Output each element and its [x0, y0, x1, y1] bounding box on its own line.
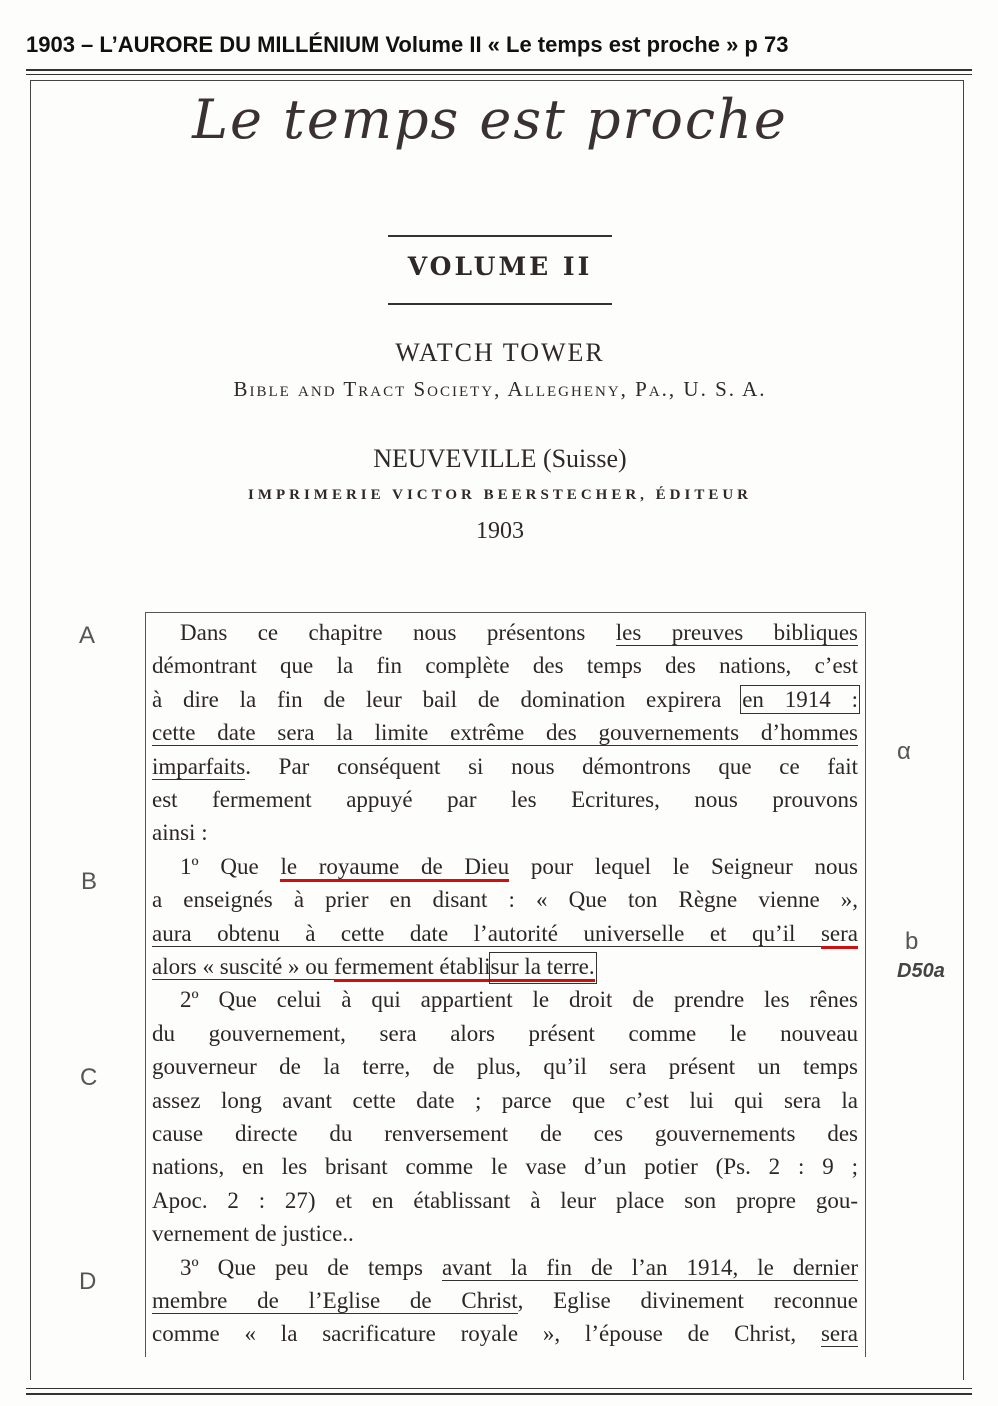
text-segment: comme « la sacrificature royale », l’épouse de Christ,	[152, 1321, 821, 1347]
footer-rule-thin	[26, 1388, 972, 1389]
text-line	[152, 653, 858, 686]
text-line	[152, 921, 858, 954]
marked-text: sera	[820, 1321, 858, 1347]
divider	[388, 303, 612, 305]
marked-text: fermement établi	[334, 954, 490, 982]
text-segment: ainsi :	[152, 820, 208, 846]
text-line	[152, 887, 858, 920]
text-segment: 2º Que celui à qui appartient le droit de prendre les rênes	[180, 987, 858, 1013]
text-line	[152, 820, 858, 853]
text-line	[152, 1088, 858, 1121]
marked-text: en 1914 :	[742, 686, 858, 712]
text-segment: assez long avant cette date ; parce que c’est lui qui sera la	[152, 1087, 858, 1113]
margin-reference: D50a	[897, 960, 945, 982]
text-line	[152, 954, 858, 987]
marked-text: le royaume de Dieu	[280, 854, 509, 882]
margin-note-alpha: α	[897, 738, 911, 765]
text-line	[152, 1154, 858, 1187]
publisher: WATCH TOWER	[395, 338, 605, 367]
header-rule	[26, 69, 972, 71]
margin-label-b: B	[81, 868, 98, 895]
margin-label-c: C	[80, 1064, 98, 1091]
margin-note-b: b	[905, 928, 919, 955]
text-segment: démontrant que la fin complète des temps des nations, c’est	[152, 653, 858, 679]
text-line	[152, 787, 858, 820]
marked-text: alors « suscité » ou	[152, 954, 335, 979]
marked-text: membre de l’Eglise de Christ	[152, 1288, 518, 1313]
text-line	[152, 987, 858, 1020]
text-segment: a enseignés à prier en disant : « Que ton Règne vienne »,	[152, 887, 858, 913]
society: Bible and Tract Society, Allegheny, Pa., U. S. A.	[233, 377, 767, 401]
text-segment: , Eglise divinement reconnue	[517, 1288, 858, 1313]
text-segment: nations, en les brisant comme le vase d’un potier (Ps. 2 : 9 ;	[152, 1154, 858, 1180]
text-segment: Dans ce chapitre nous présentons	[180, 620, 616, 645]
header-rule-thin	[26, 74, 972, 75]
text-line	[152, 1321, 858, 1354]
text-line	[152, 1188, 858, 1221]
text-line	[152, 1255, 858, 1288]
text-segment: du gouvernement, sera alors présent comme le nouveau	[152, 1020, 858, 1046]
page-header: 1903 – L’AURORE DU MILLÉNIUM Volume II « Le temps est proche » p 73	[26, 32, 789, 57]
volume-label: VOLUME II	[407, 252, 593, 281]
marked-text: aura obtenu à cette date l’autorité universelle et qu’il	[152, 920, 821, 946]
text-segment: pour lequel le Seigneur nous	[509, 853, 858, 879]
text-segment: 1º Que	[180, 853, 281, 879]
text-segment: 3º Que peu de temps	[180, 1254, 442, 1280]
marked-text: imparfaits	[152, 753, 246, 779]
text-line	[152, 1221, 858, 1254]
printer: IMPRIMERIE VICTOR BEERSTECHER, ÉDITEUR	[247, 487, 753, 503]
margin-label-a: A	[79, 622, 96, 649]
text-line	[152, 620, 858, 653]
divider	[388, 235, 612, 237]
text-segment: Apoc. 2 : 27) et en établissant à leur place son propre gou-	[152, 1187, 858, 1213]
text-line	[152, 754, 858, 787]
text-segment: cause directe du renversement de ces gouvernements des	[152, 1121, 858, 1146]
text-segment: gouverneur de la terre, de plus, qu’il sera présent un temps	[152, 1054, 858, 1080]
marked-text: cette date sera la limite extrême des gouvernements d’hommes	[152, 720, 858, 746]
marked-text: sera	[821, 921, 858, 949]
year: 1903	[476, 518, 524, 544]
marked-text: sur la terre.	[491, 954, 595, 982]
book-title: Le temps est proche	[192, 88, 788, 151]
text-line	[152, 1288, 858, 1321]
marked-text: les preuves bibliques	[615, 620, 859, 645]
city: NEUVEVILLE (Suisse)	[373, 444, 627, 473]
text-segment: vernement de justice..	[152, 1221, 354, 1247]
margin-label-d: D	[79, 1268, 97, 1295]
text-line	[152, 854, 858, 887]
text-line	[152, 687, 858, 720]
footer-rule	[26, 1393, 972, 1395]
text-segment: . Par conséquent si nous démontrons que ce fait	[245, 753, 858, 779]
text-line	[152, 1054, 858, 1087]
marked-text: avant la fin de l’an 1914, le dernier	[441, 1254, 858, 1280]
text-segment: à dire la fin de leur bail de domination expirera	[152, 686, 743, 712]
text-line	[152, 1021, 858, 1054]
text-line	[152, 720, 858, 753]
text-segment: est fermement appuyé par les Ecritures, nous prouvons	[152, 787, 858, 812]
text-line	[152, 1121, 858, 1154]
